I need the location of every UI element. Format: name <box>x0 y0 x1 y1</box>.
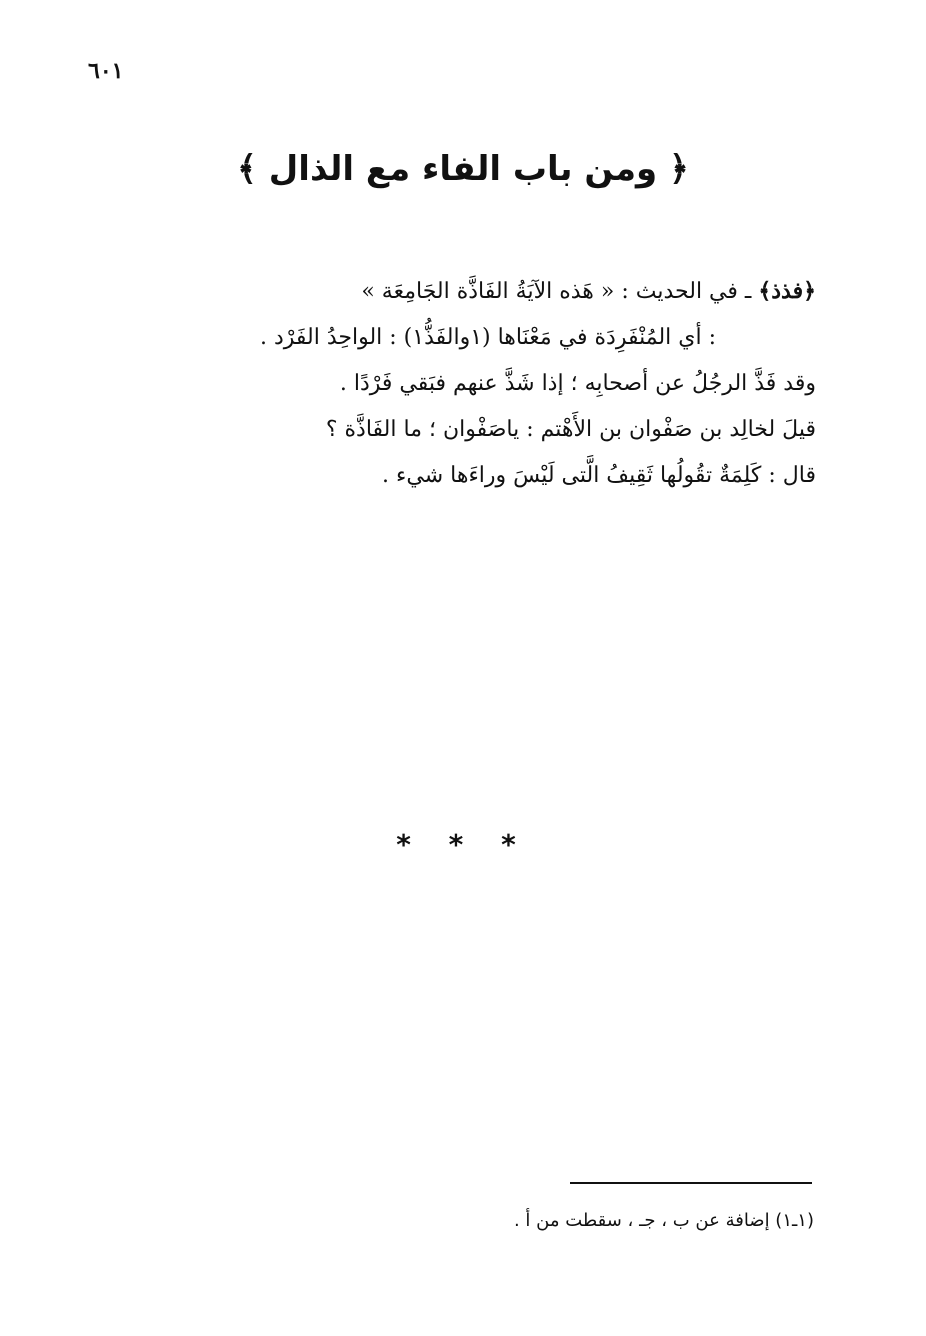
entry-line-1 <box>76 268 816 315</box>
page-number: ٦٠١ <box>88 58 124 84</box>
section-separator: * * * <box>396 828 530 861</box>
entry-line-3: وقد فَذَّ الرجُلُ عن أصحابِه ؛ إذا شَذَّ عنهم فبَقي فَرْدًا . <box>339 371 816 396</box>
chapter-title: ﴿ ومن باب الفاء مع الذال ﴾ <box>237 149 689 189</box>
entry-text-1: ـ في الحديث : « هَذه الآيَةُ الفَاذَّة الجَامِعَة » <box>361 279 752 304</box>
footnote: (١ـ١) إضافة عن ب ، جـ ، سقطت من أ . <box>513 1210 814 1231</box>
footnote-rule <box>570 1182 812 1184</box>
entry-line-2: : أي المُنْفَرِدَة في مَعْنَاها (١والفَذُّ١) : الواحِدُ الفَرْد . <box>259 325 716 350</box>
entry-line-5: قال : كَلِمَةٌ تقُولُها ثَقِيفُ الَّتى لَيْسَ وراءَها شيء . <box>382 463 816 488</box>
dictionary-entry <box>76 268 816 499</box>
entry-headword: ﴿فذذ﴾ <box>758 278 816 304</box>
entry-line-4: قيلَ لخالِد بن صَفْوان بن الأَهْتم : ياصَفْوان ؛ ما الفَاذَّة ؟ <box>325 417 816 442</box>
